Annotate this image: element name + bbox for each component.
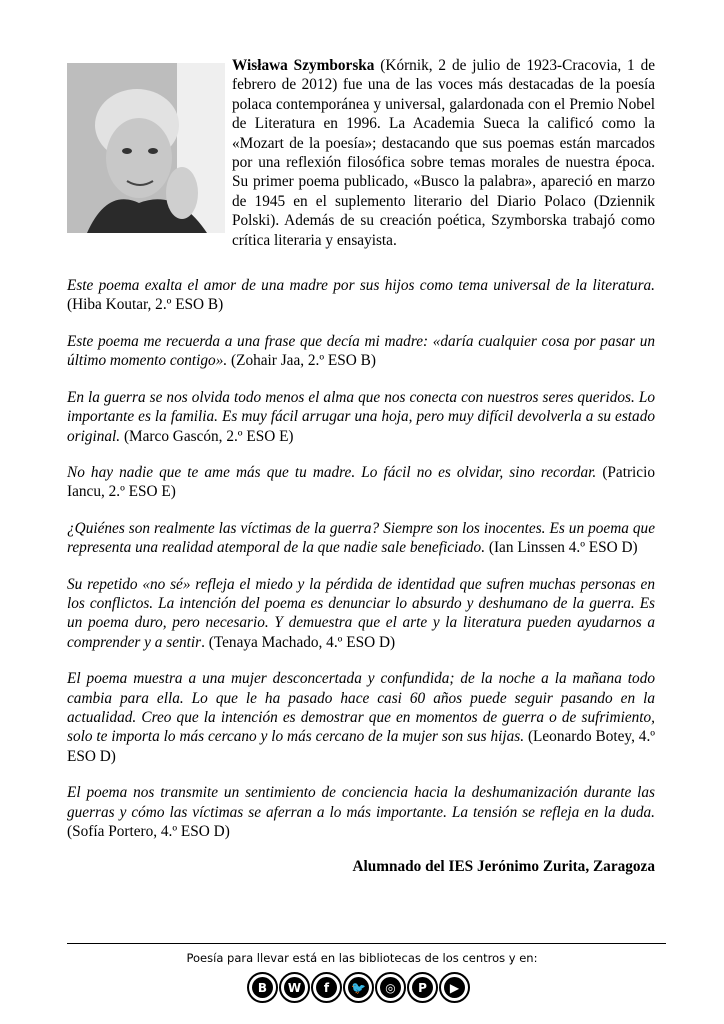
comment-text: Este poema exalta el amor de una madre por sus hijos como tema universal de la literatura. (67, 277, 655, 295)
comment-author: (Patricio Iancu, 2.º ESO E) (67, 463, 655, 501)
comment-author: (Leonardo Botey, 4.º ESO D) (67, 728, 656, 765)
comment-text: ¿Quiénes son realmente las víctimas de la guerra? Siempre son los inocentes. Es un poema que representa una realidad atemporal de la que nadie sale beneficiado. (67, 519, 655, 557)
signature: Alumnado del IES Jerónimo Zurita, Zaragoza (352, 858, 655, 876)
comment-author: (Zohair Jaa, 2.º ESO B) (227, 352, 376, 370)
student-comment (67, 519, 655, 558)
comment-author: (Ian Linssen 4.º ESO D) (485, 539, 638, 557)
student-comments (67, 276, 655, 841)
comment-text: El poema muestra a una mujer desconcertada y confundida; de la noche a la mañana todo cambia para ella. Lo que le ha pasado hace casi 60 años puede seguir pasando en la actualidad. Creo que la intención es demostrar que en momentos de guerra o de sufrimiento, solo te importa lo más cercano y lo más cercano de la mujer son sus hijas. (67, 670, 655, 746)
student-comment (67, 463, 655, 502)
facebook-icon[interactable]: f (311, 972, 342, 1003)
blogger-icon[interactable]: B (247, 972, 278, 1003)
comment-text: Este poema me recuerda a una frase que decía mi madre: «daría cualquier cosa por pasar un último momento contigo». (67, 332, 655, 370)
comment-author: (Hiba Koutar, 2.º ESO B) (67, 296, 224, 314)
student-comment (67, 669, 655, 766)
student-comment (67, 388, 655, 446)
pinterest-icon[interactable]: P (407, 972, 438, 1003)
biography-text: (Kórnik, 2 de julio de 1923-Cracovia, 1 de febrero de 2012) fue una de las voces más destacadas de la poesía polaca contemporánea y universal, galardonada con el Premio Nobel de Literatura en 1996. La Academia Sueca la calificó como la «Mozart de la poesía»; destacando que sus poemas están marcados por una reflexión filosófica sobre temas morales de nuestra época. Su primer poema publicado, «Busco la palabra», apareció en marzo de 1945 en el suplemento literario del Diario Polaco (Dziennik Polski). Además de su creación poética, Szymborska trabajó como crítica literaria y ensayista. (232, 57, 656, 249)
student-comment (67, 783, 655, 841)
youtube-icon[interactable]: ▶ (439, 972, 470, 1003)
comment-text: No hay nadie que te ame más que tu madre. Lo fácil no es olvidar, sino recordar. (67, 463, 597, 481)
student-comment (67, 575, 655, 653)
comment-text: El poema nos transmite un sentimiento de conciencia hacia la deshumanización durante las guerras y cómo las víctimas se aferran a lo más importante. La tensión se refleja en la duda. (67, 784, 655, 821)
wordpress-icon[interactable]: W (279, 972, 310, 1003)
comment-author: (Sofía Portero, 4.º ESO D) (67, 823, 230, 840)
twitter-icon[interactable]: 🐦 (343, 972, 374, 1003)
comment-text: Su repetido «no sé» refleja el miedo y la pérdida de identidad que sufren muchas personas en los conflictos. La intención del poema es denunciar lo absurdo y deshumano de la guerra. Es un poema duro, pero necesario. Y demuestra que el arte y la literatura pueden ayudarnos a comprender y a sentir (67, 575, 655, 651)
student-comment (67, 332, 655, 371)
comment-text: En la guerra se nos olvida todo menos el alma que nos conecta con nuestros seres queridos. Lo importante es la familia. Es muy fácil arrugar una hoja, pero muy difícil devolverla a su estado original. (67, 388, 655, 445)
comment-author: (Marco Gascón, 2.º ESO E) (120, 427, 294, 445)
portrait-image (67, 63, 225, 233)
student-comment (67, 276, 655, 315)
author-portrait (67, 63, 225, 233)
document-page (67, 56, 655, 876)
author-name: Wisława Szymborska (232, 57, 375, 74)
social-icons (247, 972, 477, 1004)
instagram-icon[interactable]: ◎ (375, 972, 406, 1003)
footer-text: Poesía para llevar está en las bibliotecas de los centros y en: (186, 951, 538, 965)
comment-author: . (Tenaya Machado, 4.º ESO D) (201, 633, 396, 651)
footer-divider (67, 943, 666, 944)
